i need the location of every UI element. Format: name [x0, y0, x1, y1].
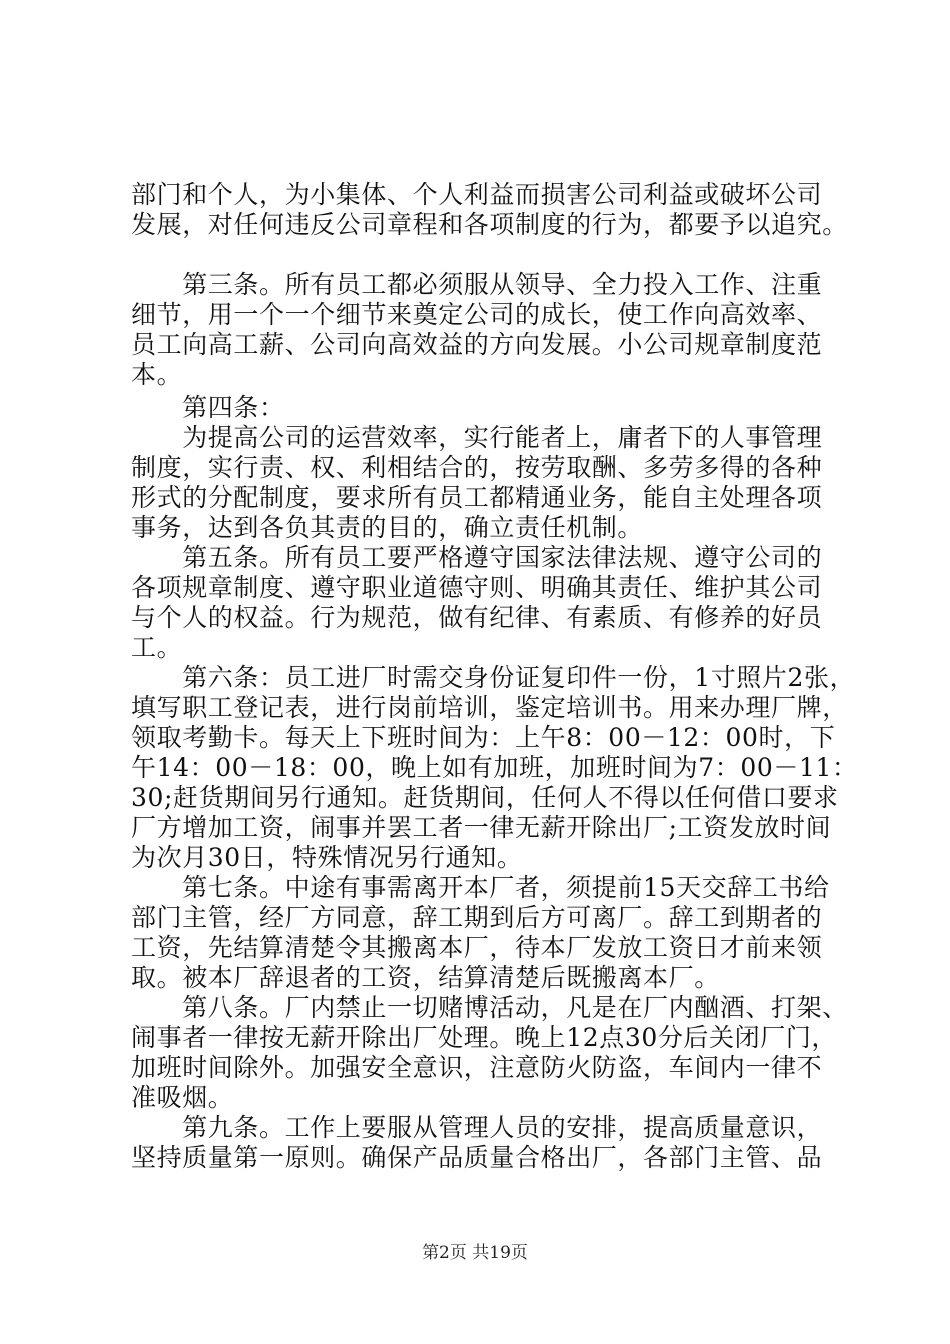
text-line: 为次月30日，特殊情况另行通知。 — [131, 843, 523, 872]
text-line: 30;赶货期间另行通知。赶货期间，任何人不得以任何借口要求 — [131, 783, 839, 812]
text-line: 与个人的权益。行为规范，做有纪律、有素质、有修养的好员 — [131, 603, 823, 632]
text-line: 填写职工登记表，进行岗前培训，鉴定培训书。用来办理厂牌， — [131, 693, 848, 722]
text-line: 第三条。所有员工都必须服从领导、全力投入工作、注重 — [131, 270, 823, 299]
text-line: 第八条。厂内禁止一切赌博活动，凡是在厂内酗酒、打架、 — [131, 993, 848, 1022]
text-line: 部门主管，经厂方同意，辞工期到后方可离厂。辞工到期者的 — [131, 903, 823, 932]
text-line: 为提高公司的运营效率，实行能者上，庸者下的人事管理 — [131, 423, 823, 452]
text-line: 工。 — [131, 633, 183, 662]
text-line: 取。被本厂辞退者的工资，结算清楚后既搬离本厂。 — [131, 963, 720, 992]
text-line: 厂方增加工资，闹事并罢工者一律无薪开除出厂;工资发放时间 — [131, 813, 832, 842]
text-line: 第五条。所有员工要严格遵守国家法律法规、遵守公司的 — [131, 543, 823, 572]
text-line: 第九条。工作上要服从管理人员的安排，提高质量意识， — [131, 1113, 823, 1142]
text-line: 准吸烟。 — [131, 1083, 234, 1112]
text-line: 午14：00－18：00，晚上如有加班，加班时间为7：00－11： — [131, 753, 858, 782]
page-footer: 第2页 共19页 — [422, 1243, 528, 1263]
text-line: 各项规章制度、遵守职业道德守则、明确其责任、维护其公司 — [131, 573, 823, 602]
text-line: 坚持质量第一原则。确保产品质量合格出厂，各部门主管、品 — [131, 1143, 823, 1172]
text-line: 制度，实行责、权、利相结合的，按劳取酬、多劳多得的各种 — [131, 453, 823, 482]
text-line: 第七条。中途有事需离开本厂者，须提前15天交辞工书给 — [131, 873, 830, 902]
text-line: 细节，用一个一个细节来奠定公司的成长，使工作向高效率、 — [131, 300, 823, 329]
text-line: 员工向高工薪、公司向高效益的方向发展。小公司规章制度范 — [131, 330, 823, 359]
text-line: 本。 — [131, 360, 183, 389]
text-line: 发展，对任何违反公司章程和各项制度的行为，都要予以追究。 — [131, 210, 848, 239]
text-line: 部门和个人，为小集体、个人利益而损害公司利益或破坏公司 — [131, 180, 823, 209]
text-line: 领取考勤卡。每天上下班时间为：上午8：00－12：00时，下 — [131, 723, 836, 752]
text-line: 形式的分配制度，要求所有员工都精通业务，能自主处理各项 — [131, 483, 823, 512]
text-line: 事务，达到各负其责的目的，确立责任机制。 — [131, 513, 644, 542]
text-line: 第四条： — [131, 393, 285, 422]
text-line: 加班时间除外。加强安全意识，注意防火防盗，车间内一律不 — [131, 1053, 823, 1082]
text-line: 闹事者一律按无薪开除出厂处理。晚上12点30分后关闭厂门， — [131, 1023, 838, 1052]
text-line: 工资，先结算清楚令其搬离本厂，待本厂发放工资日才前来领 — [131, 933, 823, 962]
text-line: 第六条：员工进厂时需交身份证复印件一份，1寸照片2张， — [131, 663, 856, 692]
